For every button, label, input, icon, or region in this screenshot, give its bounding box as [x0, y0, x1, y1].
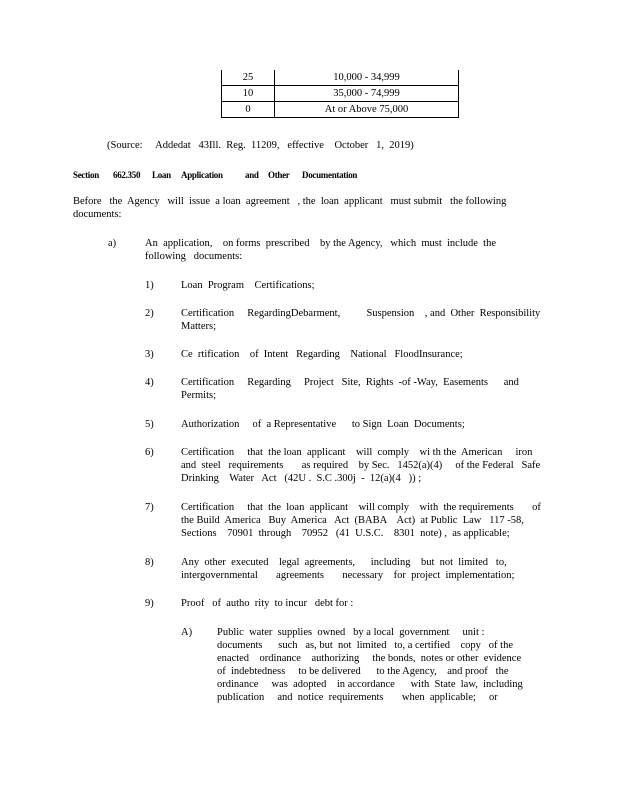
- intro-paragraph-line: Before the Agency will issue a loan agreement , the loan applicant must submit the following: [73, 196, 507, 207]
- list-item-label: 2): [145, 308, 154, 319]
- table-cell-points: 25: [222, 70, 275, 86]
- list-item-text: Certification RegardingDebarment, Suspension , and Other Responsibility: [181, 308, 541, 319]
- percentage-table: [221, 70, 459, 118]
- section-label: Section: [73, 170, 99, 180]
- sub-item-text: of indebtedness to be delivered to the Agency, and proof the: [217, 666, 509, 677]
- table-cell-range: At or Above 75,000: [275, 102, 459, 118]
- list-item-text: Sections 70901 through 70952 (41 U.S.C. 8301 note) , as applicable;: [181, 528, 510, 539]
- table-row: [222, 102, 459, 118]
- list-item-text: Proof of autho rity to incur debt for :: [181, 598, 354, 609]
- sub-item-text: ordinance was adopted in accordance with State law, including: [217, 679, 523, 690]
- item-a-text-line: following documents:: [145, 251, 243, 262]
- list-item-label: 6): [145, 447, 154, 458]
- list-item-text: and steel requirements as required by Sec. 1452(a)(4) of the Federal Safe: [181, 460, 541, 471]
- list-item-label: 5): [145, 419, 154, 430]
- list-item-text: Drinking Water Act (42U . S.C .300j - 12(a)(4 )) ;: [181, 473, 422, 484]
- list-item-text: Any other executed legal agreements, including but not limited to,: [181, 557, 507, 568]
- sub-item-text: documents such as, but not limited to, a certified copy of the: [217, 640, 513, 651]
- list-item-text: Permits;: [181, 390, 217, 401]
- sub-item-label: A): [181, 627, 193, 638]
- list-item-text: Certification Regarding Project Site, Rights -of -Way, Easements and: [181, 377, 519, 388]
- list-item-text: Certification that the loan applicant will comply wi th the American iron: [181, 447, 533, 458]
- source-note: (Source: Addedat 43Ill. Reg. 11209, effective October 1, 2019): [107, 140, 414, 151]
- list-item-label: 8): [145, 557, 154, 568]
- list-item-label: 1): [145, 280, 154, 291]
- list-item-text: Certification that the loan applicant will comply with the requirements of: [181, 502, 541, 513]
- table-cell-points: 0: [222, 102, 275, 118]
- sub-item-text: enacted ordinance authorizing the bonds, notes or other evidence: [217, 653, 522, 664]
- sub-item-text: Public water supplies owned by a local government unit :: [217, 627, 485, 638]
- list-item-text: Ce rtification of Intent Regarding National FloodInsurance;: [181, 349, 463, 360]
- list-item-text: intergovernmental agreements necessary for project implementation;: [181, 570, 515, 581]
- section-title-word: Other: [268, 170, 290, 180]
- list-item-label: 9): [145, 598, 154, 609]
- table-cell-range: 10,000 - 34,999: [275, 70, 459, 86]
- section-title-word: Documentation: [302, 170, 358, 180]
- section-title-word: and: [245, 170, 259, 180]
- table-cell-range: 35,000 - 74,999: [275, 86, 459, 102]
- table-cell-points: 10: [222, 86, 275, 102]
- list-item-label: 3): [145, 349, 154, 360]
- list-item-label: 7): [145, 502, 154, 513]
- list-item-text: Matters;: [181, 321, 216, 332]
- item-a-text-line: An application, on forms prescribed by the Agency, which must include the: [145, 238, 496, 249]
- list-item-text: Authorization of a Representative to Sign Loan Documents;: [181, 419, 465, 430]
- section-title-word: Loan: [152, 170, 171, 180]
- section-number: 662.350: [113, 170, 141, 180]
- list-item-text: Loan Program Certifications;: [181, 280, 315, 291]
- list-item-label: 4): [145, 377, 154, 388]
- list-item-text: the Build America Buy America Act (BABA Act) at Public Law 117 -58,: [181, 515, 524, 526]
- intro-paragraph-line: documents:: [73, 209, 122, 220]
- section-title-word: Application: [181, 170, 223, 180]
- sub-item-text: publication and notice requirements when applicable; or: [217, 692, 498, 703]
- table-row: [222, 86, 459, 102]
- table-row: [222, 70, 459, 86]
- item-a-label: a): [108, 238, 117, 249]
